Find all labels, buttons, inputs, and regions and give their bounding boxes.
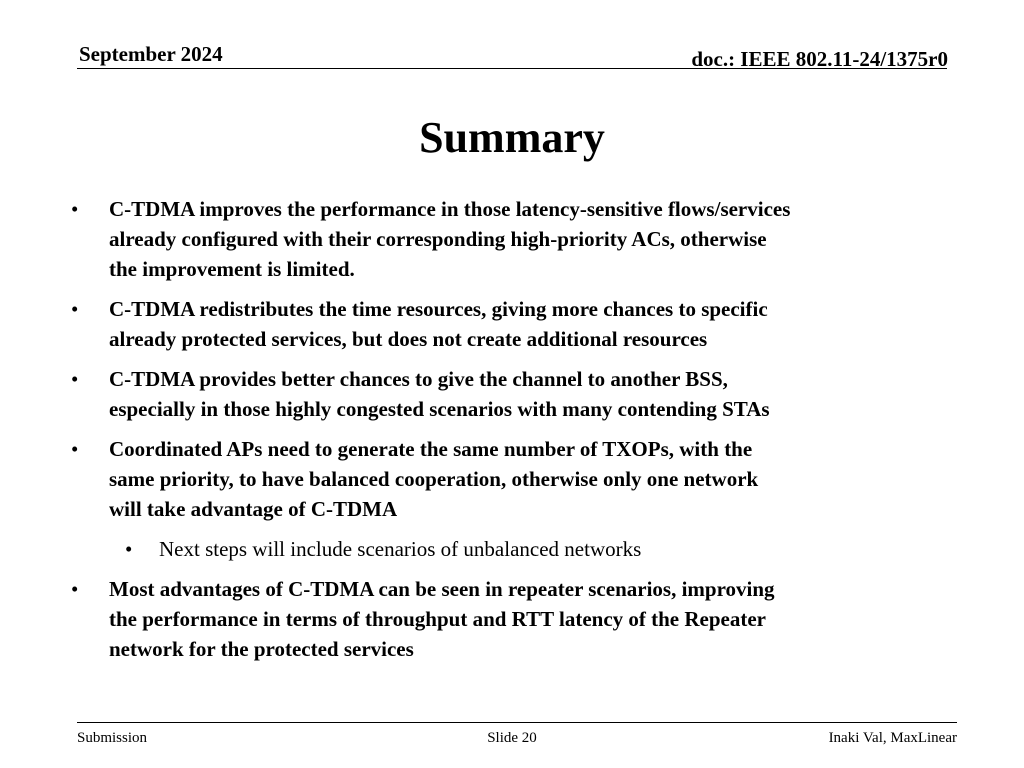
bullet-line: C-TDMA redistributes the time resources, giving more chances to specific (109, 297, 768, 321)
bullet-line: Most advantages of C-TDMA can be seen in repeater scenarios, improving (109, 577, 775, 601)
bullet-line: the improvement is limited. (109, 257, 355, 281)
bullet-line: the performance in terms of throughput and RTT latency of the Repeater (109, 607, 766, 631)
bullet-item (67, 434, 957, 524)
slide-title: Summary (419, 113, 605, 162)
footer-submission: Submission (77, 730, 148, 746)
footer-author: Inaki Val, MaxLinear (828, 730, 957, 746)
bullet-line: C-TDMA improves the performance in those latency-sensitive flows/services (109, 197, 791, 221)
bullet-line: especially in those highly congested scenarios with many contending STAs (109, 397, 770, 421)
header-doc-id: doc.: IEEE 802.11-24/1375r0 (691, 47, 948, 71)
bullet-line: already protected services, but does not create additional resources (109, 327, 708, 351)
bullet-marker: • (71, 297, 79, 321)
bullet-item (67, 574, 957, 664)
sub-bullet-text: Next steps will include scenarios of unbalanced networks (159, 537, 642, 561)
sub-bullet-marker: • (125, 537, 133, 561)
bullet-marker: • (71, 437, 79, 461)
bullet-item (67, 364, 957, 424)
header-date: September 2024 (79, 42, 223, 66)
footer-divider (77, 722, 957, 723)
bullet-marker: • (71, 367, 79, 391)
bullet-line: will take advantage of C-TDMA (109, 497, 398, 521)
bullet-marker: • (71, 577, 79, 601)
bullet-line: network for the protected services (109, 637, 414, 661)
bullet-marker: • (71, 197, 79, 221)
bullet-list (67, 194, 957, 664)
bullet-line: C-TDMA provides better chances to give the channel to another BSS, (109, 367, 728, 391)
footer-slide-number: Slide 20 (487, 730, 537, 746)
bullet-line: Coordinated APs need to generate the same number of TXOPs, with the (109, 437, 753, 461)
bullet-line: already configured with their corresponding high-priority ACs, otherwise (109, 227, 767, 251)
bullet-item (67, 294, 957, 354)
bullet-line: same priority, to have balanced cooperation, otherwise only one network (109, 467, 759, 491)
bullet-item (67, 194, 957, 284)
sub-bullet-item (67, 534, 957, 564)
header-divider (77, 68, 947, 69)
